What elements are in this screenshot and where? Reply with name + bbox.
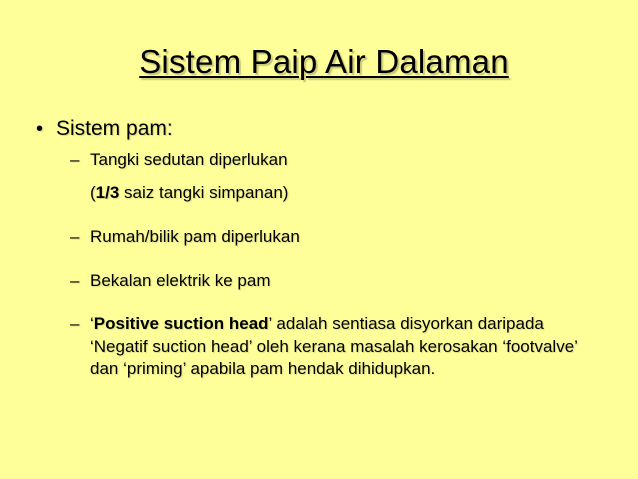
bullet-text: Sistem pam: [56, 117, 173, 140]
dash-marker: – [70, 314, 80, 333]
fraction-bold: 1/3 [95, 182, 120, 202]
dash-marker: – [70, 150, 80, 169]
sub-item-bekalan-elektrik [70, 270, 600, 293]
open-quote: ‘ [90, 314, 94, 333]
sub-item-rest: ’ adalah sentiasa disyorkan daripada ‘Negatif suction head’ oleh kerana masalah kerosakan ‘footvalve’ dan ‘priming’ apabila pam hendak dihidupkan. [90, 314, 578, 378]
sub-item-text: Rumah/bilik pam diperlukan [90, 227, 300, 246]
sub-item-text [90, 313, 600, 381]
sub-item-rumah-pam [70, 226, 600, 249]
dash-marker: – [70, 227, 80, 246]
slide-title [0, 42, 638, 82]
sub-item-line1: Tangki sedutan diperlukan [90, 150, 288, 169]
sub-item-positive-suction [70, 313, 600, 381]
dash-marker: – [70, 271, 80, 290]
bullet-sistem-pam [36, 116, 173, 142]
line2-rest: saiz tangki simpanan) [119, 182, 289, 202]
sub-item-tangki [70, 149, 600, 204]
sub-item-line2 [90, 182, 288, 205]
sub-item-text: Bekalan elektrik ke pam [90, 271, 271, 290]
sub-item-text [90, 149, 600, 204]
positive-suction-head-bold: Positive suction head [93, 314, 269, 333]
paren-open: ( [90, 182, 96, 202]
bullet-marker: • [36, 118, 44, 140]
slide-title-text: Sistem Paip Air Dalaman [139, 43, 509, 80]
